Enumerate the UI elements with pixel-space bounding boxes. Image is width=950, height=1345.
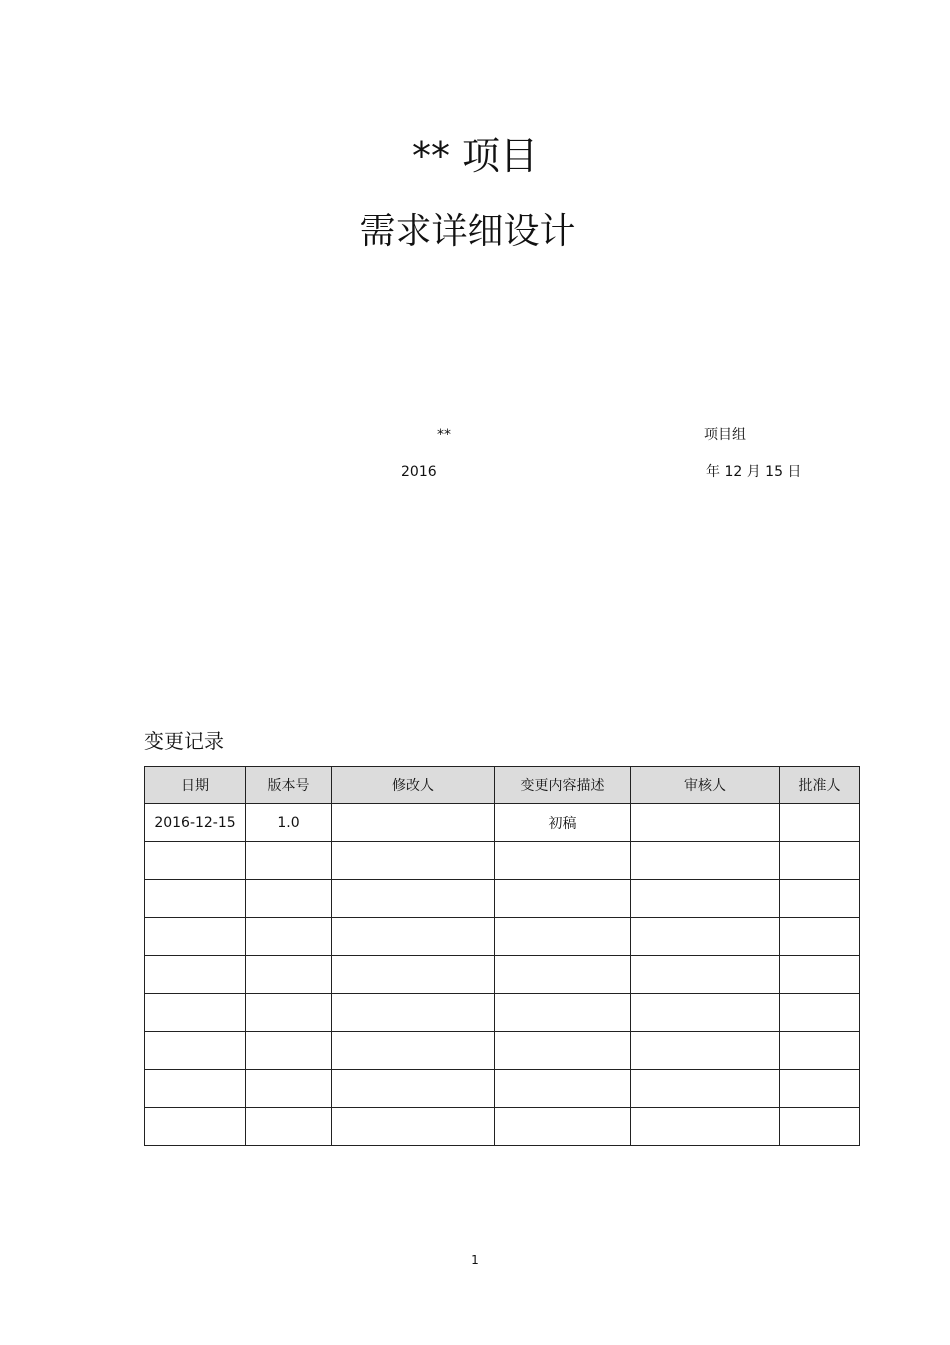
cell-approver: [780, 1108, 860, 1146]
change-log-title: 变更记录: [144, 729, 224, 753]
change-log-table: [144, 766, 860, 1146]
cell-version: [246, 1070, 332, 1108]
table-row: [145, 994, 860, 1032]
table-row: [145, 918, 860, 956]
cell-change-description: [495, 918, 631, 956]
table-row: [145, 1070, 860, 1108]
cell-approver: [780, 880, 860, 918]
header-approver: 批准人: [780, 767, 860, 804]
cell-date: [145, 1070, 246, 1108]
cell-modifier: [332, 880, 495, 918]
cell-version: [246, 918, 332, 956]
cell-change-description: [495, 1070, 631, 1108]
cell-version: [246, 880, 332, 918]
document-subtitle: 需求详细设计: [359, 211, 576, 252]
cell-date: [145, 994, 246, 1032]
cell-reviewer: [631, 880, 780, 918]
cell-modifier: [332, 842, 495, 880]
cell-version: [246, 994, 332, 1032]
cell-change-description: [495, 1108, 631, 1146]
table-row: [145, 1108, 860, 1146]
cell-modifier: [332, 804, 495, 842]
cell-approver: [780, 842, 860, 880]
cell-date: [145, 1032, 246, 1070]
cell-change-description: [495, 1032, 631, 1070]
cell-modifier: [332, 1032, 495, 1070]
cell-approver: [780, 918, 860, 956]
cell-date: [145, 918, 246, 956]
organization-prefix: **: [437, 427, 451, 443]
cell-version: [246, 842, 332, 880]
cell-approver: [780, 804, 860, 842]
cell-approver: [780, 1070, 860, 1108]
page-number: 1: [471, 1253, 479, 1267]
cell-modifier: [332, 918, 495, 956]
table-row: [145, 1032, 860, 1070]
cell-approver: [780, 1032, 860, 1070]
cell-modifier: [332, 1070, 495, 1108]
cell-change-description: [495, 956, 631, 994]
cell-reviewer: [631, 842, 780, 880]
cell-approver: [780, 994, 860, 1032]
cell-version: [246, 1108, 332, 1146]
cell-modifier: [332, 994, 495, 1032]
cell-reviewer: [631, 956, 780, 994]
cell-date: [145, 1108, 246, 1146]
header-reviewer: 审核人: [631, 767, 780, 804]
cell-change-description: [495, 994, 631, 1032]
cell-change-description: [495, 842, 631, 880]
cell-version: 1.0: [246, 804, 332, 842]
header-version: 版本号: [246, 767, 332, 804]
cell-reviewer: [631, 994, 780, 1032]
cell-date: [145, 956, 246, 994]
table-row: [145, 956, 860, 994]
cell-approver: [780, 956, 860, 994]
organization-suffix: 项目组: [704, 427, 746, 443]
cell-reviewer: [631, 804, 780, 842]
cell-version: [246, 956, 332, 994]
cell-change-description: 初稿: [495, 804, 631, 842]
table-row: [145, 804, 860, 842]
cell-modifier: [332, 956, 495, 994]
cell-change-description: [495, 880, 631, 918]
table-row: [145, 842, 860, 880]
cell-date: [145, 842, 246, 880]
date-year: 2016: [401, 464, 437, 480]
document-title: ** 项目: [411, 134, 539, 178]
cell-modifier: [332, 1108, 495, 1146]
cell-date: 2016-12-15: [145, 804, 246, 842]
date-month-day: 年 12 月 15 日: [706, 464, 802, 480]
cell-reviewer: [631, 918, 780, 956]
table-row: [145, 880, 860, 918]
cell-version: [246, 1032, 332, 1070]
cell-reviewer: [631, 1070, 780, 1108]
cell-reviewer: [631, 1108, 780, 1146]
header-date: 日期: [145, 767, 246, 804]
cell-date: [145, 880, 246, 918]
header-modifier: 修改人: [332, 767, 495, 804]
header-change-description: 变更内容描述: [495, 767, 631, 804]
cell-reviewer: [631, 1032, 780, 1070]
table-header-row: [145, 767, 860, 804]
